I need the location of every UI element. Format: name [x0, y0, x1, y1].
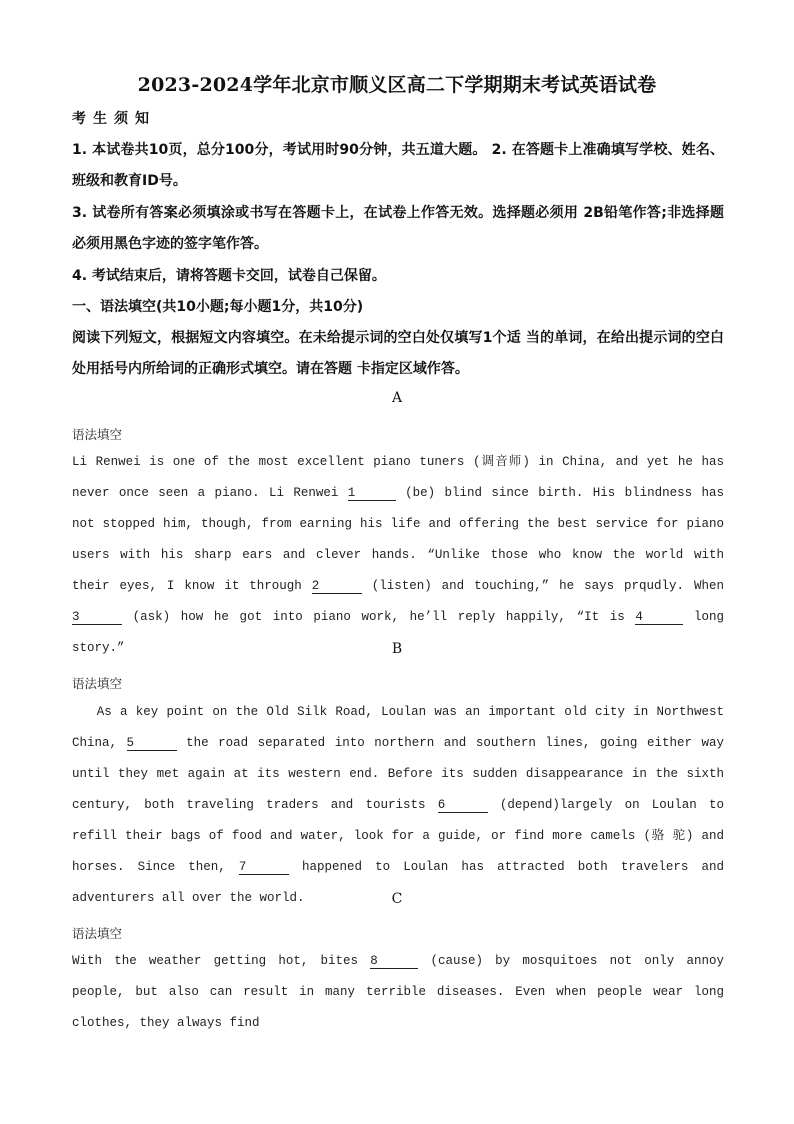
passage-c-label: 语法填空 [72, 926, 123, 941]
answer-blank-8[interactable]: 8 [370, 954, 418, 969]
passage-b-letter: B [391, 641, 403, 657]
answer-blank-6[interactable]: 6 [438, 798, 488, 813]
answer-blank-5[interactable]: 5 [127, 736, 177, 751]
passage-c-segment: (cause) by mosquitoes not only annoy people, but also can result in many terrible diseases. Even when people wear long clothes, they always find [72, 954, 724, 1030]
section-instructions: 阅读下列短文，根据短文内容填空。在未给提示词的空白处仅填写1个适 当的单词，在给出提示词的空白处用括号内所给词的正确形式填空。请在答题 卡指定区域作答。 [72, 330, 724, 377]
passage-a-label: 语法填空 [72, 427, 123, 442]
notice-item-2: 3. 试卷所有答案必须填涂或书写在答题卡上，在试卷上作答无效。选择题必须用 2B铅笔作答;非选择题必须用黑色字迹的签字笔作答。 [72, 205, 724, 252]
passage-a-segment: (ask) how he got into piano work, he’ll reply happily, “It is [122, 610, 636, 624]
notice-item-1: 1. 本试卷共10页，总分100分，考试用时90分钟，共五道大题。 2. 在答题卡上准确填写学校、姓名、班级和教育ID号。 [72, 142, 724, 189]
passage-c-text [72, 946, 724, 1039]
passage-c-letter: C [391, 891, 403, 907]
answer-blank-7[interactable]: 7 [239, 860, 289, 875]
passage-c-segment: With the weather getting hot, bites [72, 954, 371, 968]
answer-blank-1[interactable]: 1 [348, 486, 396, 501]
passage-b-segment: the road separated into northern and southern lines, going either way until they met again at its western end. Before its sudden disappearance in the sixth century, both traveling traders and tourists [72, 736, 724, 812]
answer-blank-3[interactable]: 3 [72, 610, 122, 625]
passage-a-segment: (listen) and touching,” he says prqudly. When [361, 579, 724, 593]
passage-a-segment: long story.” [72, 610, 725, 655]
answer-blank-2[interactable]: 2 [312, 579, 362, 594]
passage-a-segment: (be) blind since birth. His blindness has not stopped him, though, from earning his life and offering the best service for piano users with his sharp ears and clever hands. “Unlike those who know the world with their eyes, I know it through [72, 486, 724, 593]
passage-a-text [72, 447, 724, 664]
passage-b-segment: happened to Loulan has attracted both travelers and adventurers all over the world. [72, 860, 724, 905]
passage-b-label: 语法填空 [72, 676, 123, 691]
passage-b-segment: (depend)largely on Loulan to refill their bags of food and water, look for a guide, or find more camels (骆 驼) and horses. Since then, [72, 798, 724, 874]
notice-item-3: 4. 考试结束后，请将答题卡交回，试卷自己保留。 [72, 268, 386, 284]
passage-b-text [72, 697, 724, 914]
notice-heading: 考生须知 [72, 111, 156, 127]
passage-b-segment: As a key point on the Old Silk Road, Loulan was an important old city in Northwest China, [72, 705, 724, 750]
answer-blank-4[interactable]: 4 [635, 610, 683, 625]
exam-title: 2023-2024学年北京市顺义区高二下学期期末考试英语试卷 [137, 74, 657, 96]
passage-a-letter: A [391, 390, 403, 406]
section-heading: 一、语法填空(共10小题;每小题1分，共10分) [72, 299, 364, 315]
passage-a-segment: Li Renwei is one of the most excellent piano tuners (调音师) in China, and yet he has never once seen a piano. Li Renwei [72, 455, 724, 500]
